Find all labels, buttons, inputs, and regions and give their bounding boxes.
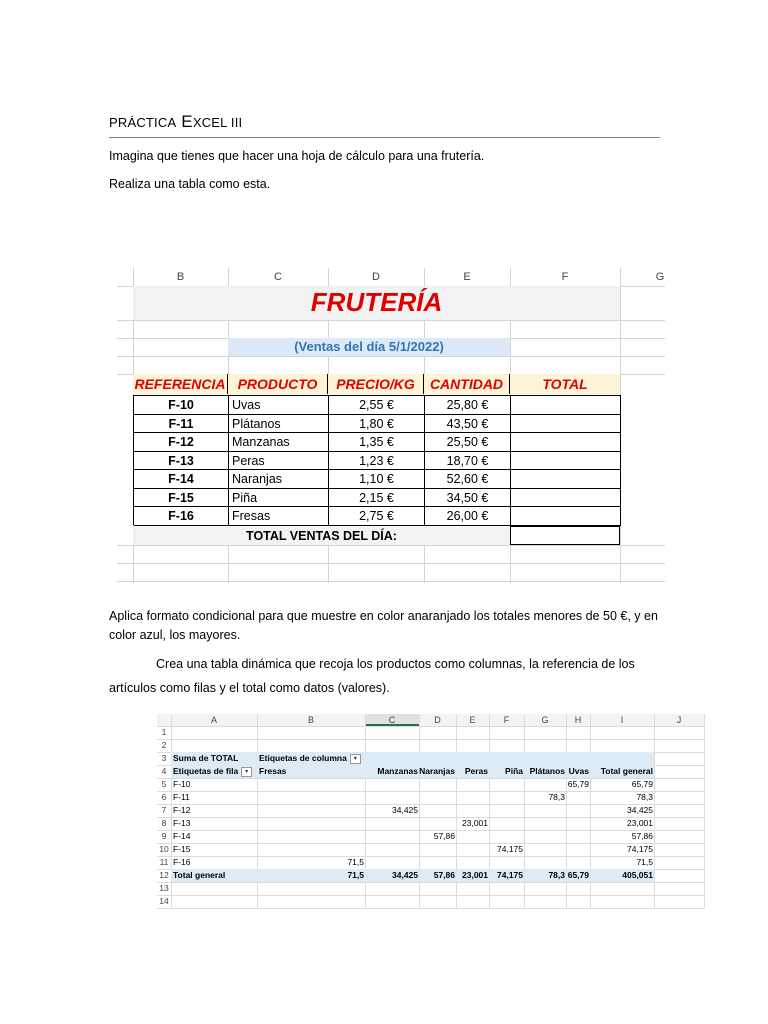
pivot-row-number[interactable]: 1: [161, 727, 167, 737]
column-header-e: E: [463, 271, 471, 283]
pivot-value-cell[interactable]: 74,175: [627, 844, 653, 854]
pivot-total-cell[interactable]: 65,79: [567, 870, 589, 880]
pivot-value-cell[interactable]: 23,001: [627, 818, 653, 828]
pivot-value-cell[interactable]: 65,79: [567, 779, 589, 789]
document-title: [109, 112, 242, 132]
column-header-f: F: [561, 271, 569, 283]
cell-ref[interactable]: F-16: [134, 507, 229, 526]
pivot-row-label: F-15: [173, 844, 191, 854]
fruteria-spreadsheet: [117, 268, 665, 583]
pivot-header: Plátanos: [529, 766, 565, 776]
column-header-g: G: [655, 271, 665, 283]
total-sales-label: TOTAL VENTAS DEL DÍA:: [133, 527, 510, 545]
pivot-header: Manzanas: [377, 766, 418, 776]
pivot-row-number[interactable]: 4: [161, 766, 167, 776]
table-row: [134, 452, 621, 471]
pivot-column-header-g[interactable]: G: [541, 715, 549, 725]
cell-ref[interactable]: F-15: [134, 489, 229, 508]
header-total: TOTAL: [542, 376, 588, 392]
header-precio: PRECIO/KG: [328, 374, 424, 394]
column-header-c: C: [274, 271, 282, 283]
cell-ref[interactable]: F-10: [134, 396, 229, 415]
pivot-column-header-h[interactable]: H: [574, 715, 582, 725]
title-prefix: PRÁCTICA: [109, 115, 177, 130]
pivot-row-number[interactable]: 8: [161, 818, 167, 828]
header-cantidad: CANTIDAD: [424, 374, 510, 394]
pivot-value-cell[interactable]: 71,5: [347, 857, 364, 867]
pivot-value-cell[interactable]: 34,425: [627, 805, 653, 815]
pivot-row-labels[interactable]: Etiquetas de fila ▾: [173, 765, 259, 778]
fruteria-banner: FRUTERÍA: [310, 287, 443, 317]
pivot-header: Total general: [600, 766, 653, 776]
cell-ref[interactable]: F-12: [134, 433, 229, 452]
cell-qty[interactable]: 26,00 €: [425, 507, 511, 526]
pivot-sum-label: Suma de TOTAL: [173, 753, 239, 763]
pivot-row-number[interactable]: 10: [159, 844, 169, 854]
cell-price[interactable]: 1,10 €: [329, 470, 425, 489]
table-row: [134, 396, 621, 415]
pivot-header: Uvas: [568, 766, 589, 776]
cell-qty[interactable]: 18,70 €: [425, 452, 511, 471]
pivot-row-number[interactable]: 3: [161, 753, 167, 763]
pivot-row-number[interactable]: 14: [159, 896, 169, 906]
title-rest: XCEL III: [192, 115, 243, 130]
cell-product[interactable]: Plátanos: [229, 415, 329, 434]
cell-total[interactable]: [511, 470, 621, 489]
cell-product[interactable]: Uvas: [229, 396, 329, 415]
cell-qty[interactable]: 34,50 €: [425, 489, 511, 508]
pivot-value-cell[interactable]: 78,3: [548, 792, 565, 802]
pivot-value-cell[interactable]: 74,175: [497, 844, 523, 854]
pivot-row-label: F-10: [173, 779, 191, 789]
table-row: [134, 470, 621, 489]
pivot-row-label: F-16: [173, 857, 191, 867]
cell-qty[interactable]: 52,60 €: [425, 470, 511, 489]
paragraph-pivot-instruction: Crea una tabla dinámica que recoja los productos como columnas, la referencia de los artículos como filas y el total como datos (valores).: [109, 657, 635, 695]
cell-price[interactable]: 2,75 €: [329, 507, 425, 526]
pivot-table-spreadsheet: [157, 714, 704, 910]
pivot-header-fresas: Fresas: [259, 766, 287, 776]
paragraph-instruction: Realiza una tabla como esta.: [109, 177, 271, 191]
cell-price[interactable]: 1,23 €: [329, 452, 425, 471]
pivot-column-labels[interactable]: Etiquetas de columna ▾: [259, 752, 399, 765]
pivot-row-number[interactable]: 11: [159, 857, 169, 867]
filter-dropdown-icon[interactable]: ▾: [350, 754, 361, 764]
total-sales-cell[interactable]: [510, 526, 620, 545]
pivot-value-cell[interactable]: 71,5: [636, 857, 653, 867]
pivot-row-label: F-12: [173, 805, 191, 815]
pivot-row-label: F-14: [173, 831, 191, 841]
pivot-total-cell[interactable]: 405,051: [622, 870, 653, 880]
cell-ref[interactable]: F-13: [134, 452, 229, 471]
pivot-column-header-c[interactable]: C: [388, 715, 396, 725]
cell-price[interactable]: 2,15 €: [329, 489, 425, 508]
pivot-value-cell[interactable]: 78,3: [636, 792, 653, 802]
paragraph-conditional-format: Aplica formato condicional para que muestre en color anaranjado los totales menores de 50 €, y en color azul, los mayores.: [109, 609, 658, 642]
pivot-column-header-b[interactable]: B: [307, 715, 314, 725]
cell-total[interactable]: [511, 507, 621, 526]
cell-product[interactable]: Fresas: [229, 507, 329, 526]
cell-qty[interactable]: 43,50 €: [425, 415, 511, 434]
title-e: E: [181, 112, 193, 131]
pivot-column-header-a[interactable]: A: [210, 715, 217, 725]
cell-product[interactable]: Peras: [229, 452, 329, 471]
pivot-total-cell[interactable]: 23,001: [462, 870, 488, 880]
pivot-value-cell[interactable]: 34,425: [392, 805, 418, 815]
cell-price[interactable]: 1,80 €: [329, 415, 425, 434]
column-header-d: D: [372, 271, 380, 283]
cell-product[interactable]: Piña: [229, 489, 329, 508]
pivot-row-number[interactable]: 5: [161, 779, 167, 789]
table-row: [134, 415, 621, 434]
cell-price[interactable]: 2,55 €: [329, 396, 425, 415]
cell-total[interactable]: [511, 452, 621, 471]
pivot-column-header-d[interactable]: D: [434, 715, 441, 725]
cell-product[interactable]: Manzanas: [229, 433, 329, 452]
pivot-total-cell[interactable]: 57,86: [433, 870, 455, 880]
cell-total[interactable]: [511, 415, 621, 434]
pivot-header: Piña: [505, 766, 523, 776]
pivot-row-number[interactable]: 13: [159, 883, 169, 893]
pivot-header: Naranjas: [419, 766, 455, 776]
table-row: [134, 507, 621, 526]
pivot-value-cell[interactable]: 57,86: [433, 831, 455, 841]
pivot-row-number[interactable]: 9: [161, 831, 167, 841]
pivot-total-cell[interactable]: 74,175: [497, 870, 523, 880]
cell-qty[interactable]: 25,80 €: [425, 396, 511, 415]
pivot-total-cell[interactable]: 71,5: [347, 870, 364, 880]
paragraph-intro: Imagina que tienes que hacer una hoja de cálculo para una frutería.: [109, 149, 485, 163]
pivot-column-header-j[interactable]: J: [676, 715, 682, 725]
pivot-total-cell[interactable]: 78,3: [548, 870, 565, 880]
cell-ref[interactable]: F-11: [134, 415, 229, 434]
pivot-row-label: F-11: [173, 792, 190, 802]
pivot-total-cell[interactable]: 34,425: [392, 870, 418, 880]
pivot-header: Peras: [464, 766, 488, 776]
table-header-row: [133, 374, 620, 394]
pivot-row-label: F-13: [173, 818, 191, 828]
header-referencia: REFERENCIA: [133, 374, 228, 394]
cell-ref[interactable]: F-14: [134, 470, 229, 489]
cell-price[interactable]: 1,35 €: [329, 433, 425, 452]
header-producto: PRODUCTO: [228, 374, 328, 394]
cell-qty[interactable]: 25,50 €: [425, 433, 511, 452]
pivot-column-header-e[interactable]: E: [469, 715, 476, 725]
table-row: [134, 489, 621, 508]
pivot-row-number[interactable]: 7: [161, 805, 167, 815]
filter-dropdown-icon[interactable]: ▾: [241, 767, 252, 777]
cell-total[interactable]: [511, 433, 621, 452]
pivot-value-cell[interactable]: 65,79: [631, 779, 653, 789]
sales-date-subtitle: (Ventas del día 5/1/2022): [228, 338, 510, 356]
cell-total[interactable]: [511, 489, 621, 508]
pivot-total-label: Total general: [173, 870, 226, 880]
cell-total[interactable]: [511, 396, 621, 415]
title-divider: [109, 137, 660, 138]
sales-table-body: [133, 395, 621, 525]
pivot-value-cell[interactable]: 23,001: [462, 818, 488, 828]
pivot-column-header-f[interactable]: F: [503, 715, 510, 725]
pivot-row-number[interactable]: 2: [161, 740, 167, 750]
pivot-row-number[interactable]: 12: [159, 870, 169, 880]
table-row: [134, 433, 621, 452]
column-header-b: B: [176, 271, 185, 283]
pivot-column-header-i[interactable]: I: [620, 715, 624, 725]
pivot-row-number[interactable]: 6: [161, 792, 167, 802]
pivot-value-cell[interactable]: 57,86: [631, 831, 653, 841]
cell-product[interactable]: Naranjas: [229, 470, 329, 489]
